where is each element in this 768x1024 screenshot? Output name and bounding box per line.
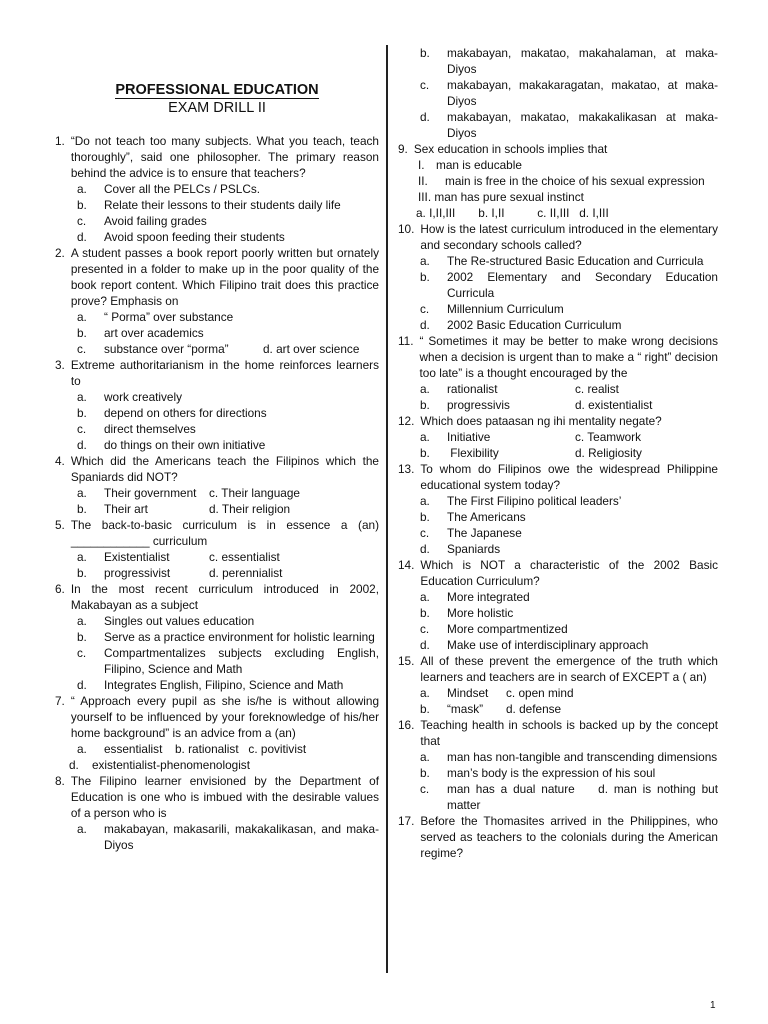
option-2b: b. art over academics xyxy=(77,326,204,340)
question-11: 11. “ Sometimes it may be better to make wrong decisions when a decision is urgent than to make a “ right” decision too late” is a thought encouraged by the xyxy=(398,334,718,380)
option-2a: a. “ Porma” over substance xyxy=(77,310,234,324)
question-12: 12. Which does pataasan ng ihi mentality negate? xyxy=(398,414,662,428)
option-1c: c. Avoid failing grades xyxy=(77,214,207,228)
option-8b: b. makabayan, makatao, makahalaman, at maka-Diyos xyxy=(420,46,718,76)
question-1: 1. “Do not teach too many subjects. What you teach, teach thoroughly”, said one philosopher. The primary reason behind the advice is to ensure that teachers? xyxy=(55,134,379,180)
question-13: 13. To whom do Filipinos owe the widespread Philippine educational system today? xyxy=(398,462,718,492)
option-1d: d. Avoid spoon feeding their students xyxy=(77,230,285,244)
option-3b: b. depend on others for directions xyxy=(77,406,267,420)
option-16cd: c. man has a dual nature d. man is nothing but matter xyxy=(420,782,722,812)
question-2: 2. A student passes a book report poorly written but ornately presented in a folder to make up in the poor quality of the book report content. Which Filipino trait does this practice prove? Emphasis on xyxy=(55,246,379,308)
question-7: 7. “ Approach every pupil as she is/he is without allowing yourself to be influenced by your foreknowledge of his/her home background” is an advice from a (an) xyxy=(55,694,379,740)
option-13c: c. The Japanese xyxy=(420,526,522,540)
option-13d: d. Spaniards xyxy=(420,542,501,556)
option-6a: a. Singles out values education xyxy=(77,614,255,628)
option-1b: b. Relate their lessons to their students daily life xyxy=(77,198,341,212)
option-7d: d. existentialist-phenomenologist xyxy=(69,758,250,772)
page-title: PROFESSIONAL EDUCATION xyxy=(115,82,319,98)
option-12bd: b. Flexibility d. Religiosity xyxy=(420,446,642,460)
question-14: 14. Which is NOT a characteristic of the 2002 Basic Education Curriculum? xyxy=(398,558,718,588)
question-17: 17. Before the Thomasites arrived in the Philippines, who served as teachers to the colonials during the American regime? xyxy=(398,814,718,860)
option-6c: c. Compartmentalizes subjects excluding English, Filipino, Science and Math xyxy=(77,646,379,676)
option-14d: d. Make use of interdisciplinary approach xyxy=(420,638,649,652)
page-subtitle: EXAM DRILL II xyxy=(168,100,266,116)
option-10d: d. 2002 Basic Education Curriculum xyxy=(420,318,622,332)
question-5: 5. The back-to-basic curriculum is in essence a (an) ____________ curriculum xyxy=(55,518,379,548)
question-3: 3. Extreme authoritarianism in the home reinforces learners to xyxy=(55,358,379,388)
option-3a: a. work creatively xyxy=(77,390,183,404)
option-10b: b. 2002 Elementary and Secondary Education Curricula xyxy=(420,270,718,300)
right-column xyxy=(398,0,722,861)
left-column xyxy=(55,0,379,853)
option-13b: b. The Americans xyxy=(420,510,526,524)
statement-9-ii: II. main is free in the choice of his sexual expression xyxy=(418,174,705,188)
option-1a: a. Cover all the PELCs / PSLCs. xyxy=(77,182,261,196)
question-15: 15. All of these prevent the emergence of the truth which learners and teachers are in search of EXCEPT a ( an) xyxy=(398,654,718,684)
option-11ac: a. rationalist c. realist xyxy=(420,382,619,396)
option-8c: c. makabayan, makakaragatan, makatao, at maka-Diyos xyxy=(420,78,718,108)
question-8: 8. The Filipino learner envisioned by the Department of Education is one who is imbued with the desirable values of a person who is xyxy=(55,774,379,820)
statement-9-i: I. man is educable xyxy=(418,158,522,172)
option-6d: d. Integrates English, Filipino, Science and Math xyxy=(77,678,344,692)
statement-9-iii: III. man has pure sexual instinct xyxy=(418,190,584,204)
question-16: 16. Teaching health in schools is backed up by the concept that xyxy=(398,718,718,748)
option-16b: b. man’s body is the expression of his soul xyxy=(420,766,656,780)
option-5ac: a. Existentialist c. essentialist xyxy=(77,550,280,564)
option-10c: c. Millennium Curriculum xyxy=(420,302,564,316)
option-7abc: a. essentialist b. rationalist c. povitivist xyxy=(77,742,307,756)
option-8a: a. makabayan, makasarili, makakalikasan, and maka-Diyos xyxy=(77,822,379,852)
column-divider xyxy=(386,45,388,973)
option-10a: a. The Re-structured Basic Education and Curricula xyxy=(420,254,704,268)
option-5bd: b. progressivist d. perennialist xyxy=(77,566,283,580)
page-number: 1 xyxy=(710,1000,716,1011)
option-3c: c. direct themselves xyxy=(77,422,196,436)
option-3d: d. do things on their own initiative xyxy=(77,438,266,452)
option-8d: d. makabayan, makatao, makakalikasan at maka-Diyos xyxy=(420,110,718,140)
question-6: 6. In the most recent curriculum introduced in 2002, Makabayan as a subject xyxy=(55,582,379,612)
option-2cd: c. substance over “porma” d. art over science xyxy=(77,342,360,356)
option-15ac: a. Mindset c. open mind xyxy=(420,686,574,700)
option-14b: b. More holistic xyxy=(420,606,514,620)
question-9: 9. Sex education in schools implies that xyxy=(398,142,608,156)
option-6b: b. Serve as a practice environment for holistic learning xyxy=(77,630,375,644)
option-16a: a. man has non-tangible and transcending dimensions xyxy=(420,750,718,764)
option-13a: a. The First Filipino political leaders’ xyxy=(420,494,622,508)
option-15bd: b. “mask” d. defense xyxy=(420,702,562,716)
option-14a: a. More integrated xyxy=(420,590,530,604)
option-11bd: b. progressivis d. existentialist xyxy=(420,398,653,412)
option-4bd: b. Their art d. Their religion xyxy=(77,502,291,516)
option-14c: c. More compartmentized xyxy=(420,622,568,636)
question-10: 10. How is the latest curriculum introduced in the elementary and secondary schools called? xyxy=(398,222,718,252)
choices-9: a. I,II,III b. I,II c. II,III d. I,III xyxy=(416,206,609,220)
option-4ac: a. Their government c. Their language xyxy=(77,486,300,500)
question-4: 4. Which did the Americans teach the Filipinos which the Spaniards did NOT? xyxy=(55,454,379,484)
option-12ac: a. Initiative c. Teamwork xyxy=(420,430,641,444)
